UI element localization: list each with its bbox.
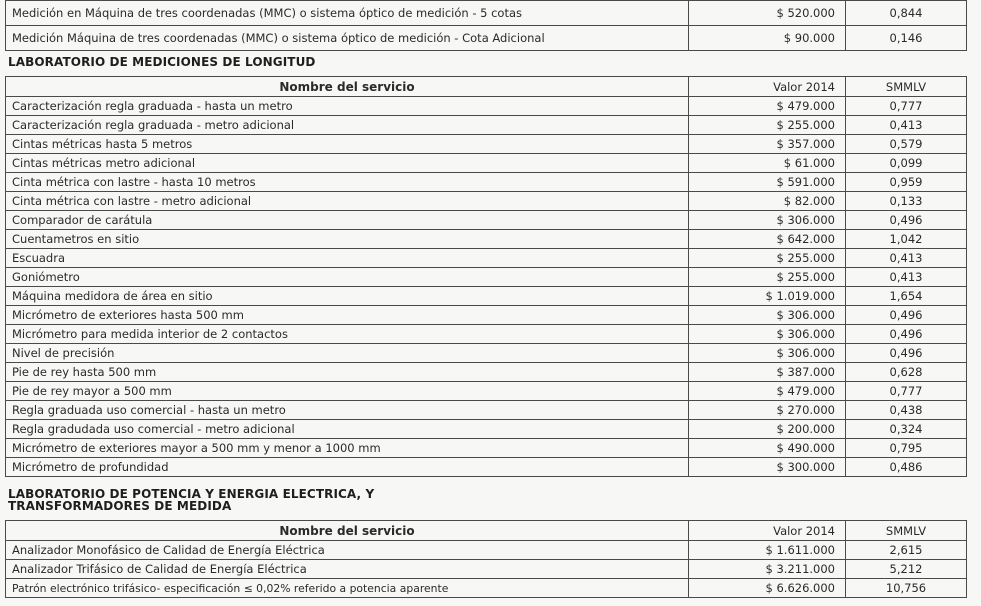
service-name: Analizador Monofásico de Calidad de Energía Eléctrica <box>6 541 689 560</box>
service-value: $ 357.000 <box>689 135 846 154</box>
service-name: Nivel de precisión <box>6 344 689 363</box>
service-name: Micrómetro para medida interior de 2 contactos <box>6 325 689 344</box>
table-header-row <box>6 77 967 97</box>
service-value: $ 255.000 <box>689 116 846 135</box>
service-smmlv: 0,413 <box>846 116 967 135</box>
service-value: $ 82.000 <box>689 192 846 211</box>
table-row <box>6 306 967 325</box>
service-smmlv: 0,777 <box>846 97 967 116</box>
table-row <box>6 458 967 477</box>
service-name: Regla gradudada uso comercial - metro adicional <box>6 420 689 439</box>
header-nombre: Nombre del servicio <box>6 77 689 97</box>
section-title-line2: TRANSFORMADORES DE MEDIDA <box>8 499 232 513</box>
service-value: $ 306.000 <box>689 306 846 325</box>
longitud-table-body <box>6 97 967 477</box>
service-name: Regla graduada uso comercial - hasta un metro <box>6 401 689 420</box>
table-row <box>6 287 967 306</box>
service-value: $ 591.000 <box>689 173 846 192</box>
service-name: Cuentametros en sitio <box>6 230 689 249</box>
section-title-longitud: LABORATORIO DE MEDICIONES DE LONGITUD <box>8 55 316 69</box>
table-row <box>6 382 967 401</box>
service-smmlv: 0,496 <box>846 211 967 230</box>
service-smmlv: 0,146 <box>846 26 967 51</box>
service-value: $ 1.019.000 <box>689 287 846 306</box>
service-smmlv: 0,579 <box>846 135 967 154</box>
service-smmlv: 0,486 <box>846 458 967 477</box>
service-smmlv: 0,324 <box>846 420 967 439</box>
table-row <box>6 363 967 382</box>
table-row <box>6 116 967 135</box>
service-name: Micrómetro de profundidad <box>6 458 689 477</box>
service-smmlv: 0,795 <box>846 439 967 458</box>
service-value: $ 90.000 <box>689 26 846 51</box>
service-name: Pie de rey mayor a 500 mm <box>6 382 689 401</box>
service-smmlv: 5,212 <box>846 560 967 579</box>
service-smmlv: 0,777 <box>846 382 967 401</box>
table-row <box>6 344 967 363</box>
table-row <box>6 1 967 26</box>
service-name: Patrón electrónico trifásico- especificación ≤ 0,02% referido a potencia aparente <box>6 579 689 598</box>
service-smmlv: 0,438 <box>846 401 967 420</box>
service-smmlv: 0,959 <box>846 173 967 192</box>
service-name: Máquina medidora de área en sitio <box>6 287 689 306</box>
service-smmlv: 2,615 <box>846 541 967 560</box>
service-name: Caracterización regla graduada - metro adicional <box>6 116 689 135</box>
header-valor: Valor 2014 <box>689 521 846 541</box>
table-row <box>6 97 967 116</box>
table-row <box>6 560 967 579</box>
potencia-table-body <box>6 541 967 598</box>
service-smmlv: 0,844 <box>846 1 967 26</box>
table-row <box>6 401 967 420</box>
table-header-row <box>6 521 967 541</box>
service-value: $ 6.626.000 <box>689 579 846 598</box>
service-value: $ 300.000 <box>689 458 846 477</box>
section-title-potencia <box>8 488 374 512</box>
top-table <box>5 0 967 51</box>
service-smmlv: 0,496 <box>846 325 967 344</box>
longitud-table <box>5 76 967 477</box>
section-title-line1: LABORATORIO DE POTENCIA Y ENERGIA ELECTRICA, Y <box>8 487 375 501</box>
service-value: $ 490.000 <box>689 439 846 458</box>
service-value: $ 3.211.000 <box>689 560 846 579</box>
service-name: Cintas métricas metro adicional <box>6 154 689 173</box>
header-smmlv: SMMLV <box>846 77 967 97</box>
table-row <box>6 579 967 598</box>
table-row <box>6 439 967 458</box>
service-name: Micrómetro de exteriores hasta 500 mm <box>6 306 689 325</box>
service-value: $ 1.611.000 <box>689 541 846 560</box>
service-smmlv: 0,413 <box>846 268 967 287</box>
table-row <box>6 173 967 192</box>
service-name: Escuadra <box>6 249 689 268</box>
service-value: $ 306.000 <box>689 325 846 344</box>
service-smmlv: 1,654 <box>846 287 967 306</box>
service-value: $ 306.000 <box>689 211 846 230</box>
header-smmlv: SMMLV <box>846 521 967 541</box>
table-row <box>6 192 967 211</box>
service-value: $ 387.000 <box>689 363 846 382</box>
header-valor: Valor 2014 <box>689 77 846 97</box>
service-value: $ 479.000 <box>689 382 846 401</box>
service-value: $ 200.000 <box>689 420 846 439</box>
table-row <box>6 541 967 560</box>
service-smmlv: 0,496 <box>846 306 967 325</box>
header-nombre: Nombre del servicio <box>6 521 689 541</box>
service-value: $ 642.000 <box>689 230 846 249</box>
service-smmlv: 1,042 <box>846 230 967 249</box>
service-name: Medición Máquina de tres coordenadas (MMC) o sistema óptico de medición - Cota Adicional <box>6 26 689 51</box>
service-smmlv: 0,628 <box>846 363 967 382</box>
service-name: Medición en Máquina de tres coordenadas (MMC) o sistema óptico de medición - 5 cotas <box>6 1 689 26</box>
table-row <box>6 230 967 249</box>
service-value: $ 61.000 <box>689 154 846 173</box>
table-row <box>6 325 967 344</box>
table-row <box>6 26 967 51</box>
table-row <box>6 211 967 230</box>
table-row <box>6 249 967 268</box>
service-name: Goniómetro <box>6 268 689 287</box>
service-smmlv: 0,496 <box>846 344 967 363</box>
service-value: $ 306.000 <box>689 344 846 363</box>
service-value: $ 270.000 <box>689 401 846 420</box>
service-name: Cinta métrica con lastre - hasta 10 metros <box>6 173 689 192</box>
service-smmlv: 0,413 <box>846 249 967 268</box>
table-row <box>6 420 967 439</box>
service-value: $ 255.000 <box>689 268 846 287</box>
service-name: Caracterización regla graduada - hasta un metro <box>6 97 689 116</box>
table-row <box>6 268 967 287</box>
service-value: $ 520.000 <box>689 1 846 26</box>
table-row <box>6 154 967 173</box>
potencia-table <box>5 520 967 598</box>
service-value: $ 255.000 <box>689 249 846 268</box>
table-row <box>6 135 967 154</box>
service-smmlv: 10,756 <box>846 579 967 598</box>
service-name: Comparador de carátula <box>6 211 689 230</box>
service-name: Pie de rey hasta 500 mm <box>6 363 689 382</box>
service-smmlv: 0,099 <box>846 154 967 173</box>
service-name: Cinta métrica con lastre - metro adicional <box>6 192 689 211</box>
service-smmlv: 0,133 <box>846 192 967 211</box>
service-name: Analizador Trifásico de Calidad de Energía Eléctrica <box>6 560 689 579</box>
service-name: Cintas métricas hasta 5 metros <box>6 135 689 154</box>
service-value: $ 479.000 <box>689 97 846 116</box>
service-name: Micrómetro de exteriores mayor a 500 mm y menor a 1000 mm <box>6 439 689 458</box>
